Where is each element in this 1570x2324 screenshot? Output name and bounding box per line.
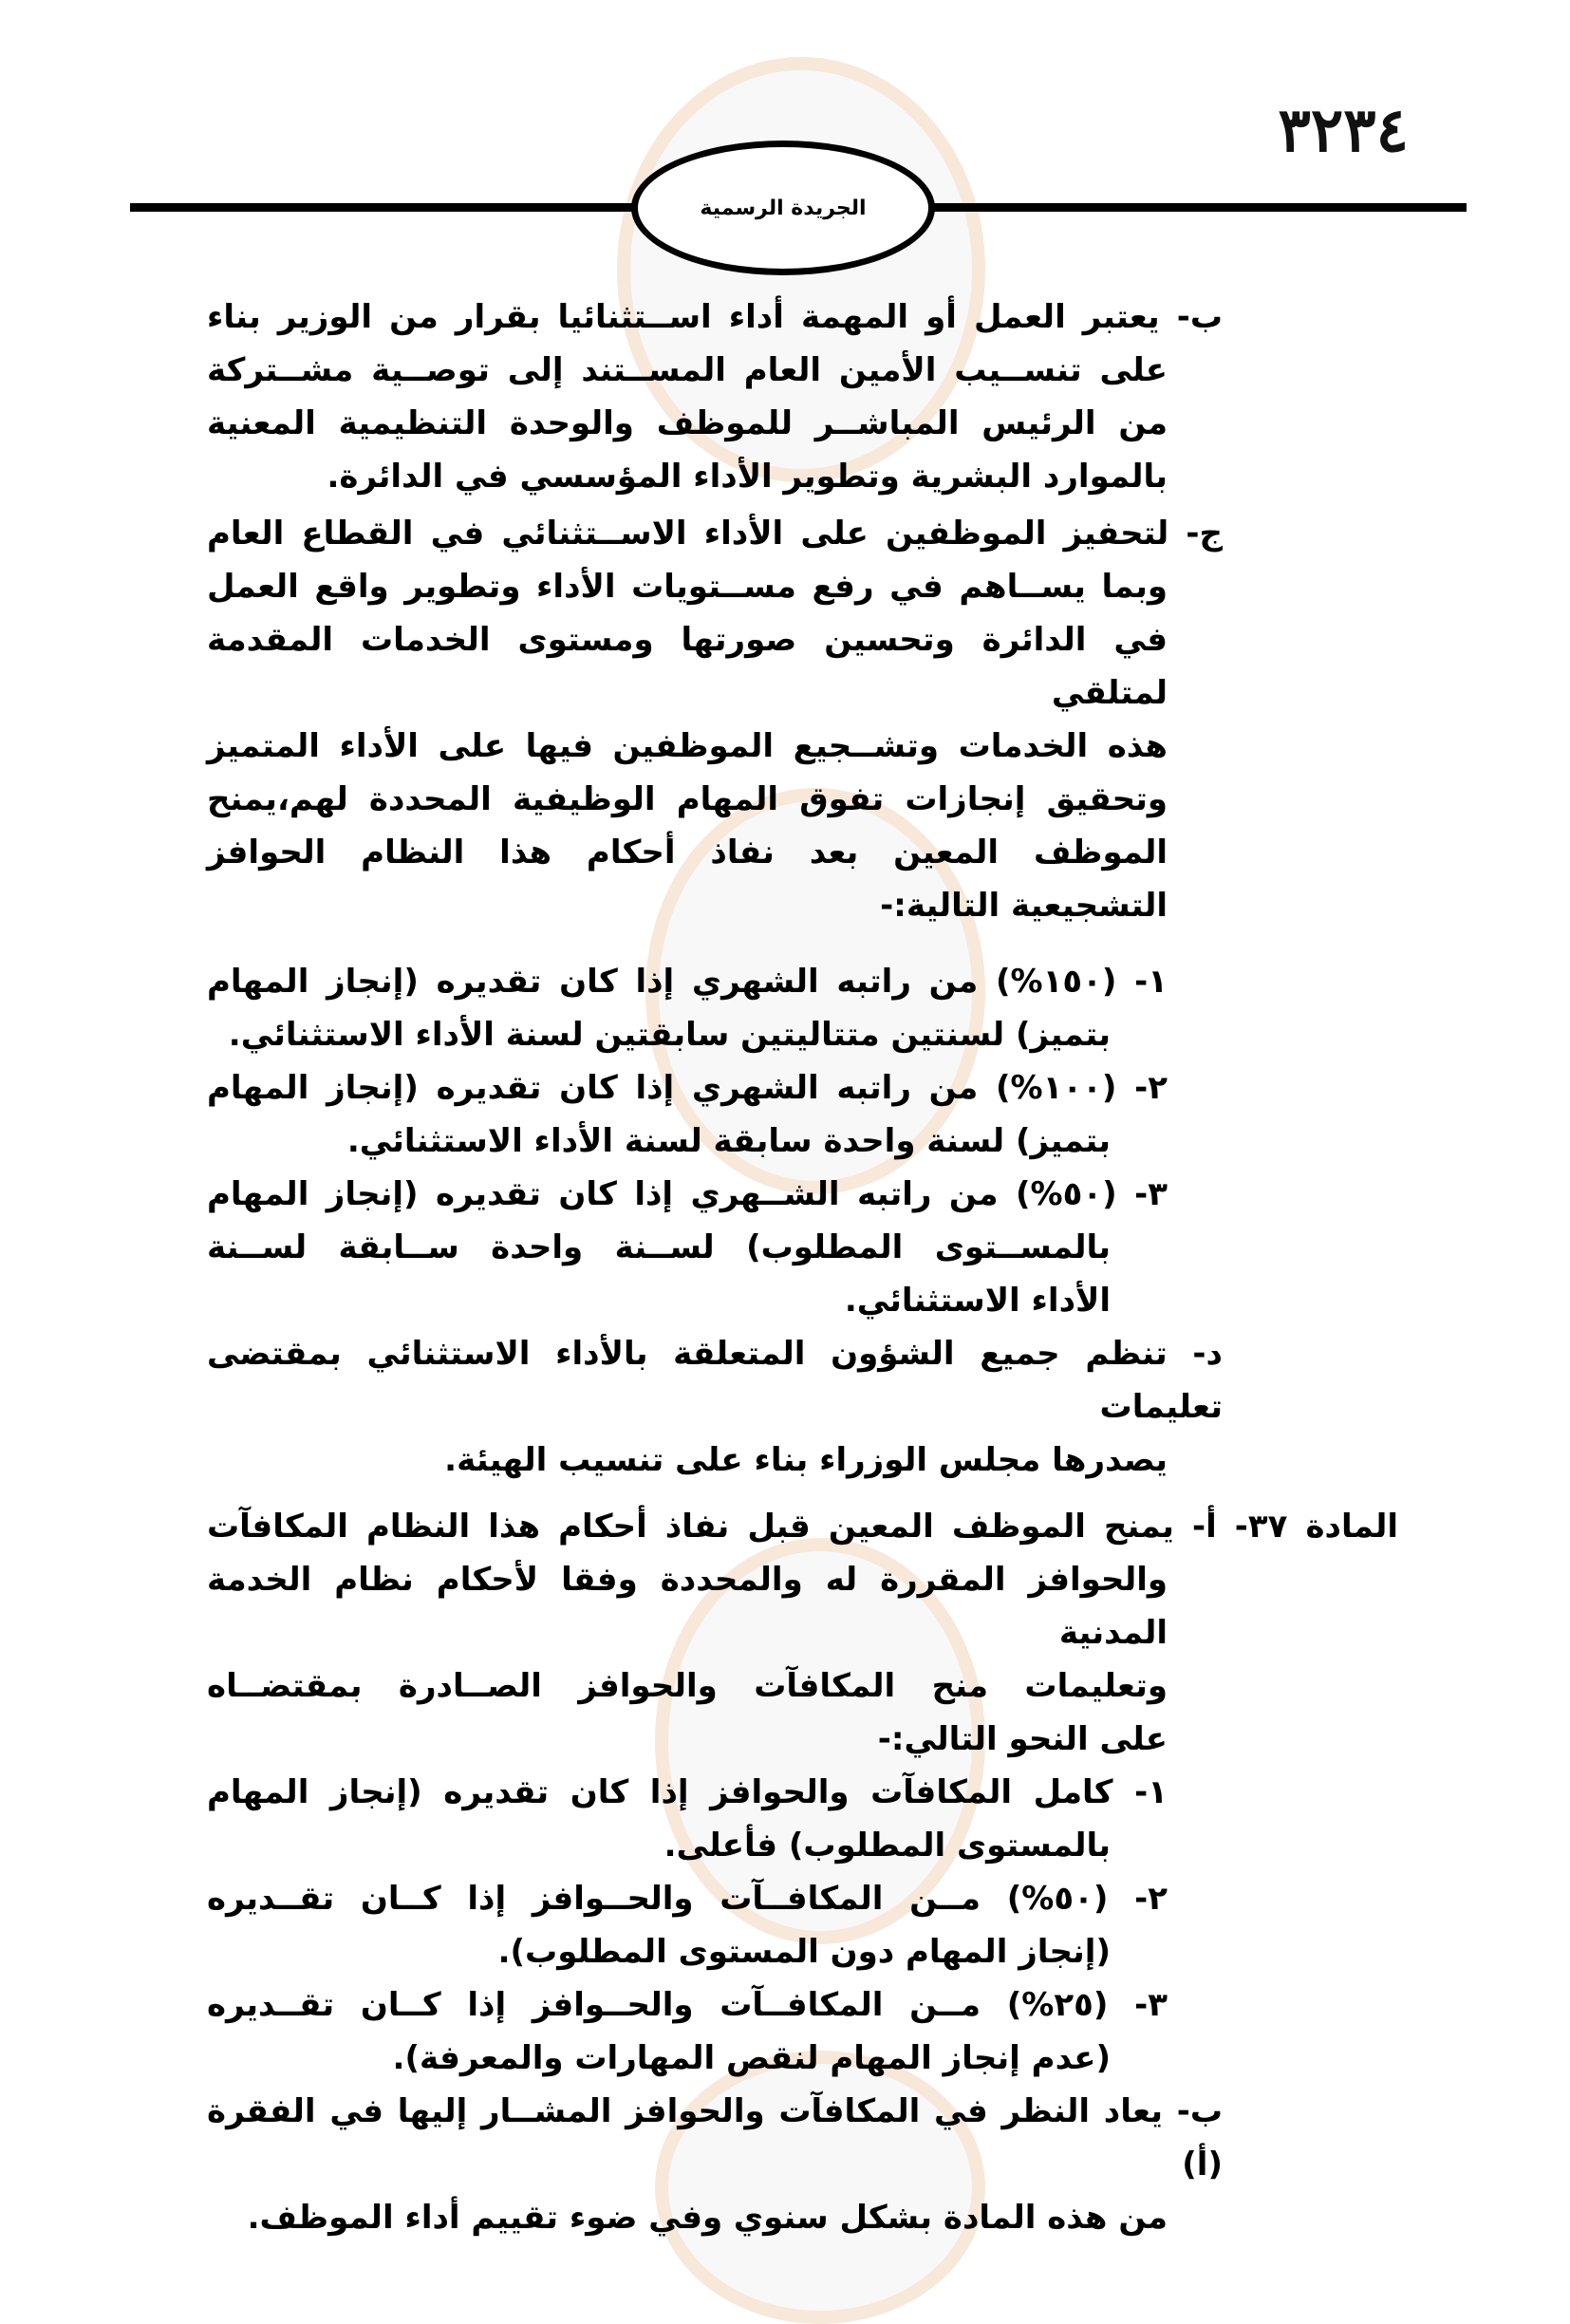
text-line: بتميز) لسنة واحدة سابقة لسنة الأداء الاستثنائي.: [346, 1122, 1111, 1160]
text-line: وتحقيق إنجازات تفوق المهام الوظيفية المحددة لهم،يمنح: [207, 780, 1168, 818]
text-line: وبما يســاهم في رفع مســتويات الأداء وتطوير واقع العمل: [207, 568, 1168, 606]
text-line: بالمســتوى المطلوب) لســنة واحدة ســابقة لســنة: [207, 1228, 1111, 1266]
text-line: ب- يعاد النظر في المكافآت والحوافز المشــار إليها في الفقرة (أ): [207, 2092, 1223, 2183]
text-line: من هذه المادة بشكل سنوي وفي ضوء تقييم أداء الموظف.: [247, 2199, 1168, 2237]
text-line: ج- لتحفيز الموظفين على الأداء الاســتثنائي في القطاع العام: [207, 515, 1223, 553]
publication-title-oval: [631, 141, 935, 275]
text-line: والحوافز المقررة له والمحددة وفقا لأحكام نظام الخدمة المدنية: [207, 1561, 1168, 1652]
text-line: ٢- (٥٠%) مــن المكافــآت والحــوافز إذا كــان تقــديره: [207, 1880, 1168, 1918]
text-line: المادة ٣٧- أ- يمنح الموظف المعين قبل نفاذ أحكام هذا النظام المكافآت: [207, 1508, 1398, 1546]
text-line: يصدرها مجلس الوزراء بناء على تنسيب الهيئة.: [444, 1441, 1168, 1479]
document-body: [207, 290, 1398, 2244]
text-line: هذه الخدمات وتشــجيع الموظفين فيها على الأداء المتميز: [207, 727, 1168, 765]
text-line: في الدائرة وتحسين صورتها ومستوى الخدمات المقدمة لمتلقي: [207, 621, 1168, 712]
text-line: ٣- (٥٠%) من راتبه الشــهري إذا كان تقديره (إنجاز المهام: [207, 1175, 1168, 1213]
text-line: (إنجاز المهام دون المستوى المطلوب).: [497, 1933, 1111, 1971]
text-line: ب- يعتبر العمل أو المهمة أداء اســتثنائيا بقرار من الوزير بناء: [207, 298, 1223, 336]
text-line: ١- (١٥٠%) من راتبه الشهري إذا كان تقديره (إنجاز المهام: [207, 963, 1168, 1001]
text-line: ٢- (١٠٠%) من راتبه الشهري إذا كان تقديره (إنجاز المهام: [207, 1069, 1168, 1107]
text-line: بتميز) لسنتين متتاليتين سابقتين لسنة الأداء الاستثنائي.: [228, 1016, 1111, 1054]
text-line: وتعليمات منح المكافآت والحوافز الصــادرة بمقتضــاه: [207, 1667, 1168, 1705]
text-line: الموظف المعين بعد نفاذ أحكام هذا النظام الحوافز: [207, 834, 1168, 872]
text-line: ٣- (٢٥%) مــن المكافــآت والحــوافز إذا كــان تقــديره: [207, 1986, 1168, 2024]
text-line: د- تنظم جميع الشؤون المتعلقة بالأداء الاستثنائي بمقتضى تعليمات: [207, 1335, 1223, 1426]
text-line: ١- كامل المكافآت والحوافز إذا كان تقديره (إنجاز المهام: [207, 1773, 1168, 1811]
page-number: ٣٢٣٤: [1278, 95, 1409, 166]
text-line: على تنســيب الأمين العام المســتند إلى توصــية مشــتركة: [207, 351, 1168, 389]
text-line: التشجيعية التالية:-: [880, 887, 1168, 925]
text-line: الأداء الاستثنائي.: [844, 1282, 1111, 1320]
text-line: بالموارد البشرية وتطوير الأداء المؤسسي في الدائرة.: [327, 458, 1168, 496]
text-line: على النحو التالي:-: [877, 1720, 1168, 1758]
text-line: (عدم إنجاز المهام لنقص المهارات والمعرفة).: [392, 2039, 1111, 2077]
publication-title: الجريدة الرسمية: [700, 196, 867, 220]
text-line: بالمستوى المطلوب) فأعلى.: [664, 1827, 1111, 1865]
text-line: من الرئيس المباشــر للموظف والوحدة التنظيمية المعنية: [207, 404, 1168, 442]
